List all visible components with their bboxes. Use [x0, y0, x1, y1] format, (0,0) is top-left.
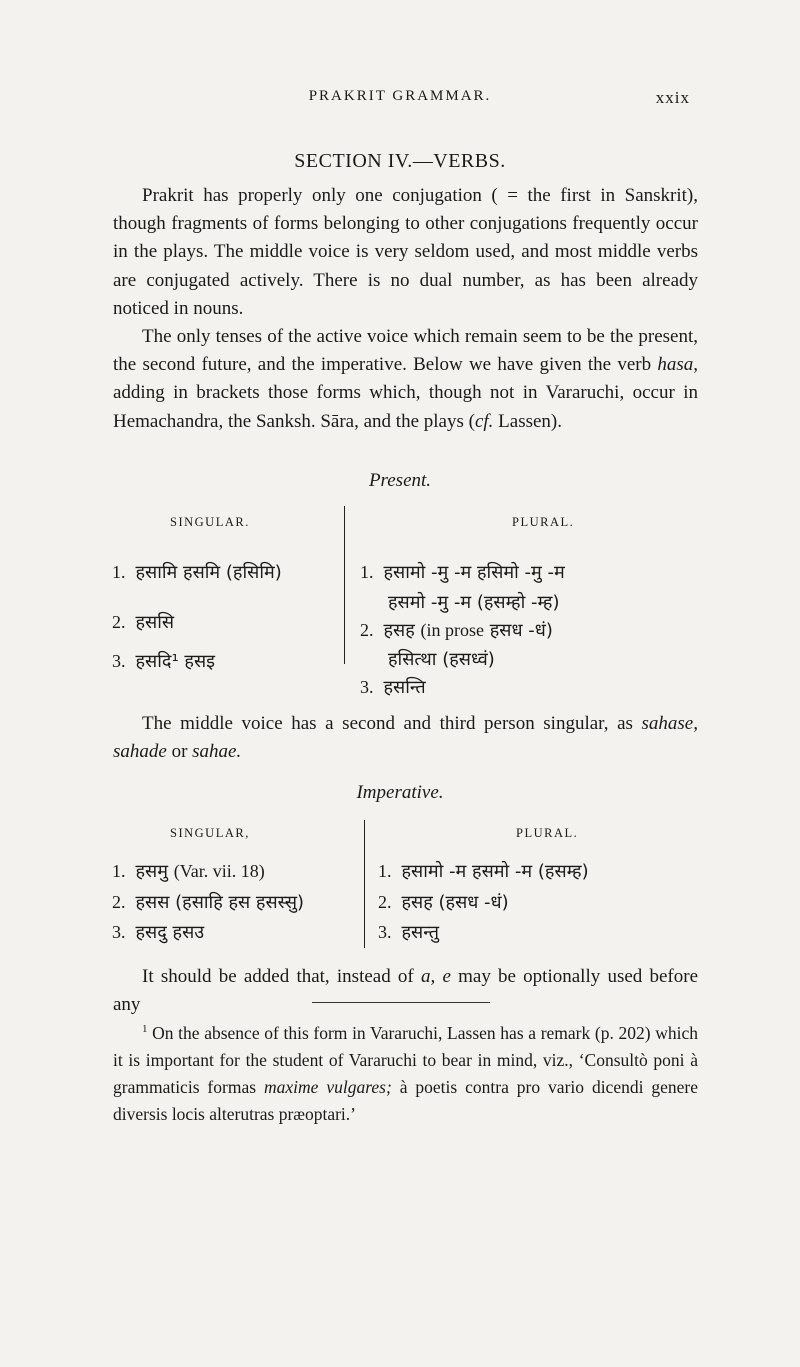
paragraph-conjugation: Prakrit has properly only one conjugation ( = the first in Sanskrit), though fragments of forms belonging to other conjugations frequently occur in the plays. The middle voice is very seldom used, and most middle verbs are conjugated actively. There is no dual number, as has been already noticed in nouns.	[113, 185, 698, 319]
column-divider	[364, 820, 365, 948]
page-number: xxix	[655, 88, 690, 107]
imperative-plural-1: 1. हसामो -म हसमो -म (हसम्ह)	[378, 861, 589, 882]
imperative-heading: Imperative.	[356, 782, 444, 803]
present-plural-1b: हसमो -मु -म (हसम्हो -म्ह)	[388, 592, 560, 613]
present-singular-label: SINGULAR.	[170, 515, 250, 529]
present-singular-2: 2. हससि	[112, 612, 175, 633]
column-divider	[344, 506, 345, 664]
running-title: PRAKRIT GRAMMAR.	[308, 88, 492, 104]
imperative-plural-2: 2. हसह (हसध -धं)	[378, 892, 509, 913]
present-singular-1: 1. हसामि हसमि (हसिमि)	[112, 562, 282, 583]
imperative-singular-label: SINGULAR,	[170, 826, 250, 840]
footnote-rule	[312, 1002, 490, 1003]
footnote: $^1$ On the absence of this form in Vararuchi, Lassen has a remark (p. 202) which it is important for the student of Vararuchi to bear in mind, viz., ‘Consultò poni à grammaticis formas maxime vulgares; à poetis contra pro vario dicendi genere diversis locis alterutras præoptari.’	[113, 1022, 699, 1124]
imperative-plural-label: PLURAL.	[516, 826, 579, 840]
present-plural-2: 2. हसह (in prose हसध -धं)	[360, 620, 553, 641]
middle-voice-note: The middle voice has a second and third person singular, as sahase, sahade or sahae.	[113, 713, 698, 763]
present-singular-3: 3. हसदि¹ हसइ	[112, 651, 215, 672]
running-header	[0, 88, 800, 110]
closing-line: It should be added that, instead of a, e may be optionally used before any	[113, 966, 699, 1016]
imperative-singular-3: 3. हसदु हसउ	[112, 922, 205, 943]
present-plural-2b: हसित्था (हसध्वं)	[388, 649, 495, 670]
present-plural-label: PLURAL.	[512, 515, 575, 529]
imperative-plural-3: 3. हसन्तु	[378, 922, 440, 943]
section-title: SECTION IV.—VERBS.	[294, 150, 506, 172]
present-heading: Present.	[368, 470, 432, 491]
paragraph-tenses: The only tenses of the active voice which remain seem to be the present, the second future, and the imperative. Below we have given the verb hasa, adding in brackets those forms which, though not in Vararuchi, occur in Hemachandra, the Sanksh. Sāra, and the plays (cf. Lassen).	[113, 326, 698, 432]
imperative-singular-2: 2. हसस (हसाहि हस हसस्सु)	[112, 892, 305, 913]
imperative-singular-1: 1. हसमु (Var. vii. 18)	[112, 861, 265, 882]
intro-text	[113, 182, 698, 436]
footnote-mark: 1	[142, 1023, 148, 1035]
present-plural-3: 3. हसन्ति	[360, 677, 426, 698]
present-plural-1: 1. हसामो -मु -म हसिमो -मु -म	[360, 562, 565, 583]
